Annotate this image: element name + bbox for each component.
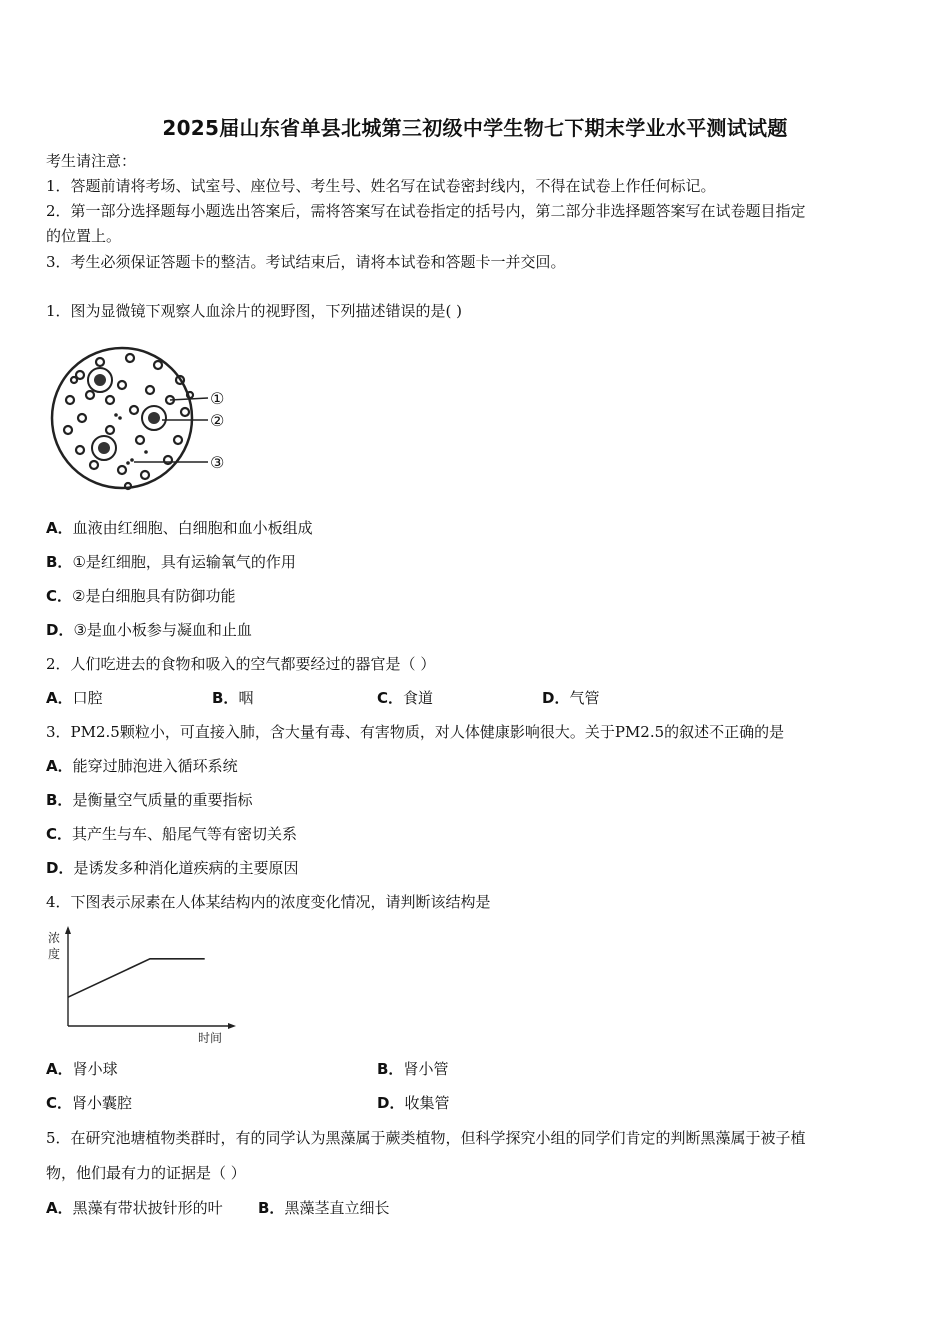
page-title: 2025届山东省单县北城第三初级中学生物七下期末学业水平测试试题 xyxy=(162,116,788,140)
label-1: ① xyxy=(210,389,225,408)
notice-item-2-cont: 的位置上。 xyxy=(46,227,122,245)
q2-option-c[interactable]: C．食道 xyxy=(377,689,434,707)
y-axis-label-line2: 度 xyxy=(48,947,61,961)
urea-series-line xyxy=(68,959,205,997)
q3-option-d[interactable]: D．是诱发多种消化道疾病的主要原因 xyxy=(46,859,299,877)
q3-stem: 3．PM2.5颗粒小，可直接入肺，含大量有毒、有害物质，对人体健康影响很大。关于PM2.5的叙述不正确的是 xyxy=(46,723,785,741)
q4-stem: 4．下图表示尿素在人体某结构内的浓度变化情况，请判断该结构是 xyxy=(46,893,491,911)
q2-option-d[interactable]: D．气管 xyxy=(542,689,600,707)
label-3: ③ xyxy=(210,453,225,472)
y-axis-arrow xyxy=(65,926,71,934)
label-2: ② xyxy=(210,411,225,430)
q4-option-b[interactable]: B．肾小管 xyxy=(377,1060,449,1078)
q5-option-a[interactable]: A．黑藻有带状披针形的叶 xyxy=(46,1199,223,1217)
notice-heading: 考生请注意： xyxy=(46,152,137,170)
q2-stem: 2．人们吃进去的食物和吸入的空气都要经过的器官是（ ） xyxy=(46,655,436,673)
q5-stem-line2: 物，他们最有力的证据是（ ） xyxy=(46,1164,246,1182)
q5-option-b[interactable]: B．黑藻茎直立细长 xyxy=(258,1199,390,1217)
q4-option-c[interactable]: C．肾小囊腔 xyxy=(46,1094,133,1112)
q3-option-c[interactable]: C．其产生与车、船尾气等有密切关系 xyxy=(46,825,298,843)
q4-option-a[interactable]: A．肾小球 xyxy=(46,1060,118,1078)
q3-option-a[interactable]: A．能穿过肺泡进入循环系统 xyxy=(46,757,238,775)
q1-option-b[interactable]: B．①是红细胞，具有运输氧气的作用 xyxy=(46,553,296,571)
notice-item-1: 1．答题前请将考场、试室号、座位号、考生号、姓名写在试卷密封线内，不得在试卷上作任何标记。 xyxy=(46,177,716,195)
q1-option-a[interactable]: A．血液由红细胞、白细胞和血小板组成 xyxy=(46,519,313,537)
notice-item-3: 3．考生必须保证答题卡的整洁。考试结束后，请将本试卷和答题卡一并交回。 xyxy=(46,253,566,271)
y-axis-label-line1: 浓 xyxy=(48,931,61,945)
q1-stem: 1．图为显微镜下观察人血涂片的视野图，下列描述错误的是( ) xyxy=(46,302,463,320)
blood-smear-figure xyxy=(50,340,240,500)
q5-stem-line1: 5．在研究池塘植物类群时，有的同学认为黑藻属于蕨类植物，但科学探究小组的同学们肯定的判断黑藻属于被子植 xyxy=(46,1129,806,1147)
urea-concentration-chart xyxy=(46,926,238,1048)
notice-item-2: 2．第一部分选择题每小题选出答案后，需将答案写在试卷指定的括号内，第二部分非选择题答案写在试卷题目指定 xyxy=(46,202,806,220)
q1-option-c[interactable]: C．②是白细胞具有防御功能 xyxy=(46,587,236,605)
q2-option-a[interactable]: A．口腔 xyxy=(46,689,103,707)
x-axis-label: 时间 xyxy=(198,1031,223,1045)
q3-option-b[interactable]: B．是衡量空气质量的重要指标 xyxy=(46,791,253,809)
q4-option-d[interactable]: D．收集管 xyxy=(377,1094,450,1112)
q2-option-b[interactable]: B．咽 xyxy=(212,689,254,707)
q1-option-d[interactable]: D．③是血小板参与凝血和止血 xyxy=(46,621,252,639)
x-axis-arrow xyxy=(228,1023,236,1029)
